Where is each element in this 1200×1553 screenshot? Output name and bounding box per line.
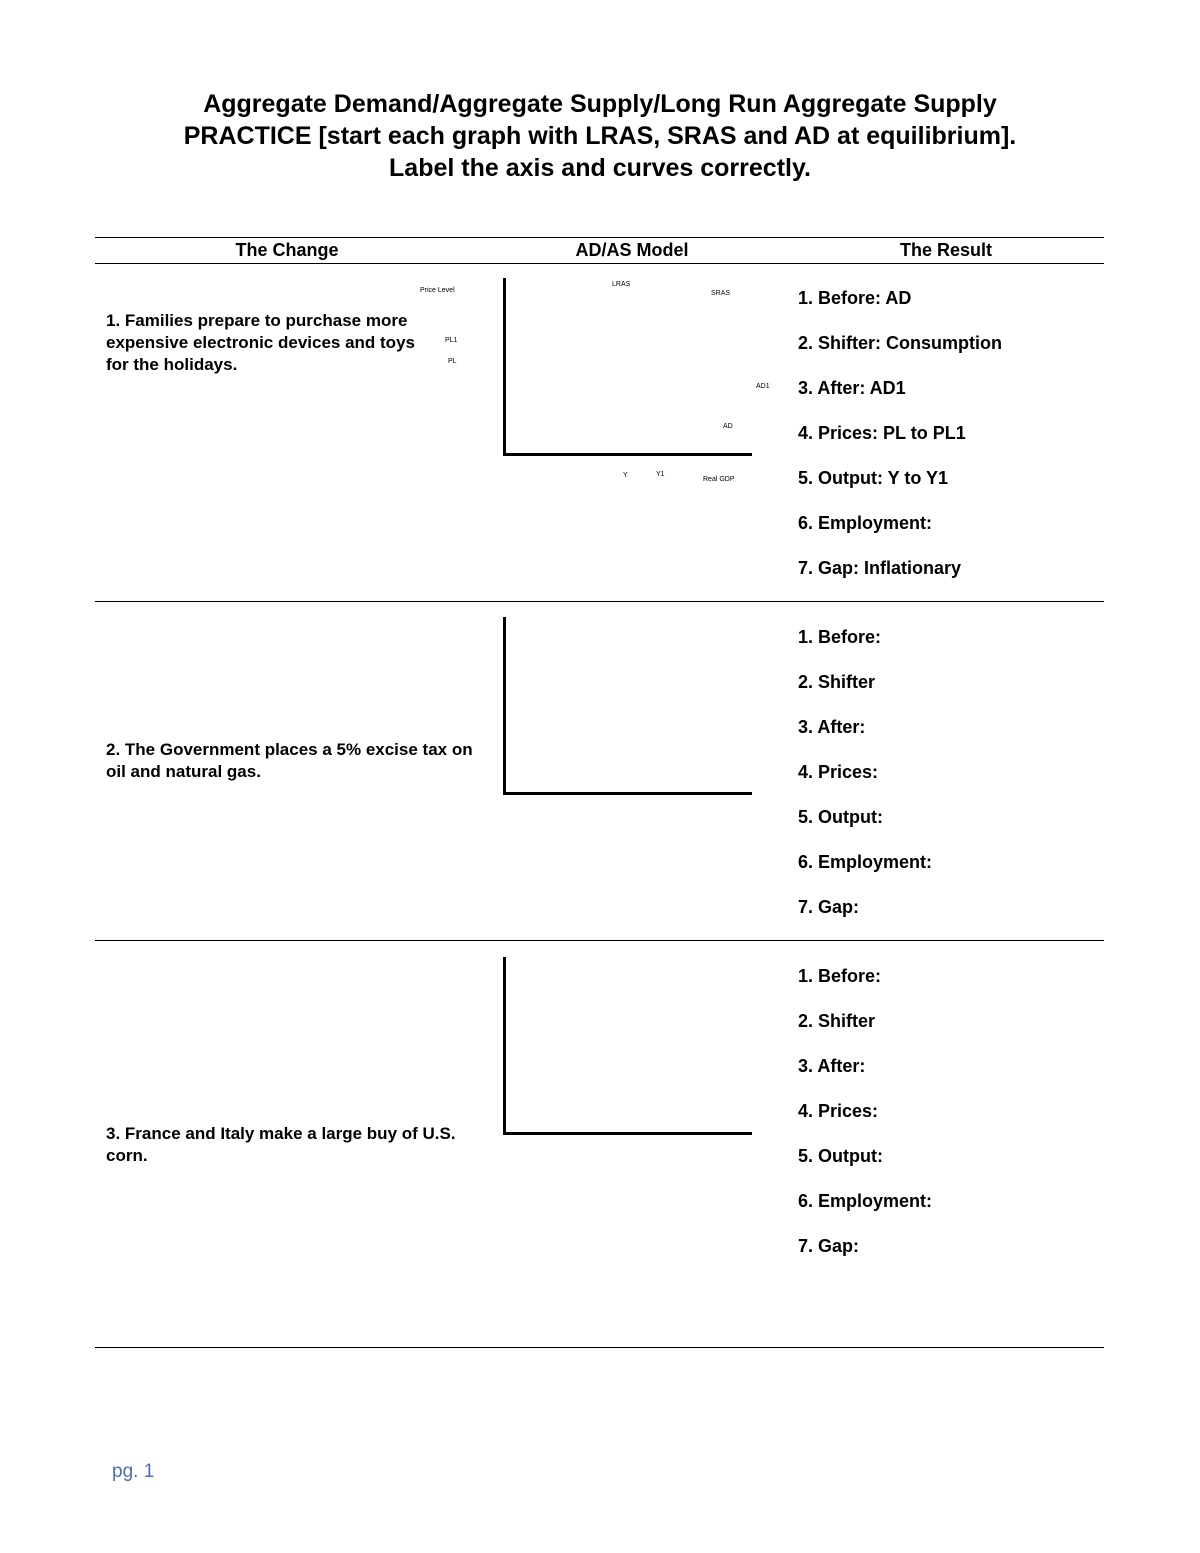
- row-2-result-prices: 4. Prices:: [798, 762, 879, 782]
- row-3-result-before: 1. Before:: [798, 966, 882, 986]
- row-2-x-axis: [503, 792, 752, 795]
- page-title: [0, 88, 1200, 184]
- row-2-change: 2. The Government places a 5% excise tax on oil and natural gas.: [106, 740, 473, 781]
- row-3-results: [798, 965, 932, 1280]
- row-1-label-sras: SRAS: [711, 290, 731, 297]
- row-1-x-axis: [503, 453, 752, 456]
- row-3-result-after: 3. After:: [798, 1056, 866, 1076]
- row-3-change: 3. France and Italy make a large buy of U.S. corn.: [106, 1124, 456, 1165]
- row-3-result-output: 5. Output:: [798, 1146, 883, 1166]
- row-1-label-ad: AD: [723, 423, 733, 430]
- row-2-result-gap: 7. Gap:: [798, 897, 860, 917]
- row-1-label-real-gdp: Real GDP: [703, 476, 735, 483]
- header-the-change: The Change: [235, 240, 339, 260]
- row-1-label-pl1: PL1: [445, 337, 458, 344]
- row-1-y-axis: [503, 278, 506, 456]
- row-3-x-axis: [503, 1132, 752, 1135]
- row-1-label-lras: LRAS: [612, 281, 631, 288]
- row-2-y-axis: [503, 617, 506, 795]
- table-top-rule: [95, 237, 1104, 238]
- header-adas-model: AD/AS Model: [575, 240, 689, 260]
- row-1-result-prices: 4. Prices: PL to PL1: [798, 423, 966, 443]
- row-1-results: [798, 287, 1002, 602]
- table-bottom-rule: [95, 1347, 1104, 1348]
- row-1-result-output: 5. Output: Y to Y1: [798, 468, 949, 488]
- row-1-result-gap: 7. Gap: Inflationary: [798, 558, 962, 578]
- title-line-1: Aggregate Demand/Aggregate Supply/Long Run Aggregate Supply: [203, 90, 997, 118]
- row-2-result-output: 5. Output:: [798, 807, 883, 827]
- row-2-results: [798, 626, 932, 941]
- title-line-2: PRACTICE [start each graph with LRAS, SRAS and AD at equilibrium].: [183, 122, 1017, 150]
- row-2-result-shifter: 2. Shifter: [798, 672, 876, 692]
- header-bottom-rule: [95, 263, 1104, 264]
- header-the-result: The Result: [899, 240, 992, 260]
- row-2-result-employment: 6. Employment:: [798, 852, 933, 872]
- row-1-result-employment: 6. Employment:: [798, 513, 933, 533]
- row-1-result-before: 1. Before: AD: [798, 288, 912, 308]
- row-3-result-employment: 6. Employment:: [798, 1191, 933, 1211]
- row-1-label-price-level: Price Level: [420, 287, 455, 294]
- row-3-result-gap: 7. Gap:: [798, 1236, 860, 1256]
- row-1-label-y: Y: [623, 472, 628, 479]
- row-3-result-prices: 4. Prices:: [798, 1101, 879, 1121]
- row-1-result-shifter: 2. Shifter: Consumption: [798, 333, 1002, 353]
- page-number: pg. 1: [112, 1461, 155, 1482]
- row-1-label-y1: Y1: [656, 471, 665, 478]
- row-3-result-shifter: 2. Shifter: [798, 1011, 876, 1031]
- row-1-result-after: 3. After: AD1: [798, 378, 906, 398]
- row-2-result-before: 1. Before:: [798, 627, 882, 647]
- row-2-result-after: 3. After:: [798, 717, 866, 737]
- row-3-y-axis: [503, 957, 506, 1135]
- row-1-label-ad1: AD1: [756, 383, 770, 390]
- row-2-bottom-rule: [95, 940, 1104, 941]
- title-line-3: Label the axis and curves correctly.: [389, 154, 811, 182]
- row-1-change: 1. Families prepare to purchase more expensive electronic devices and toys for the holidays.: [106, 311, 415, 374]
- row-1-label-pl: PL: [448, 358, 457, 365]
